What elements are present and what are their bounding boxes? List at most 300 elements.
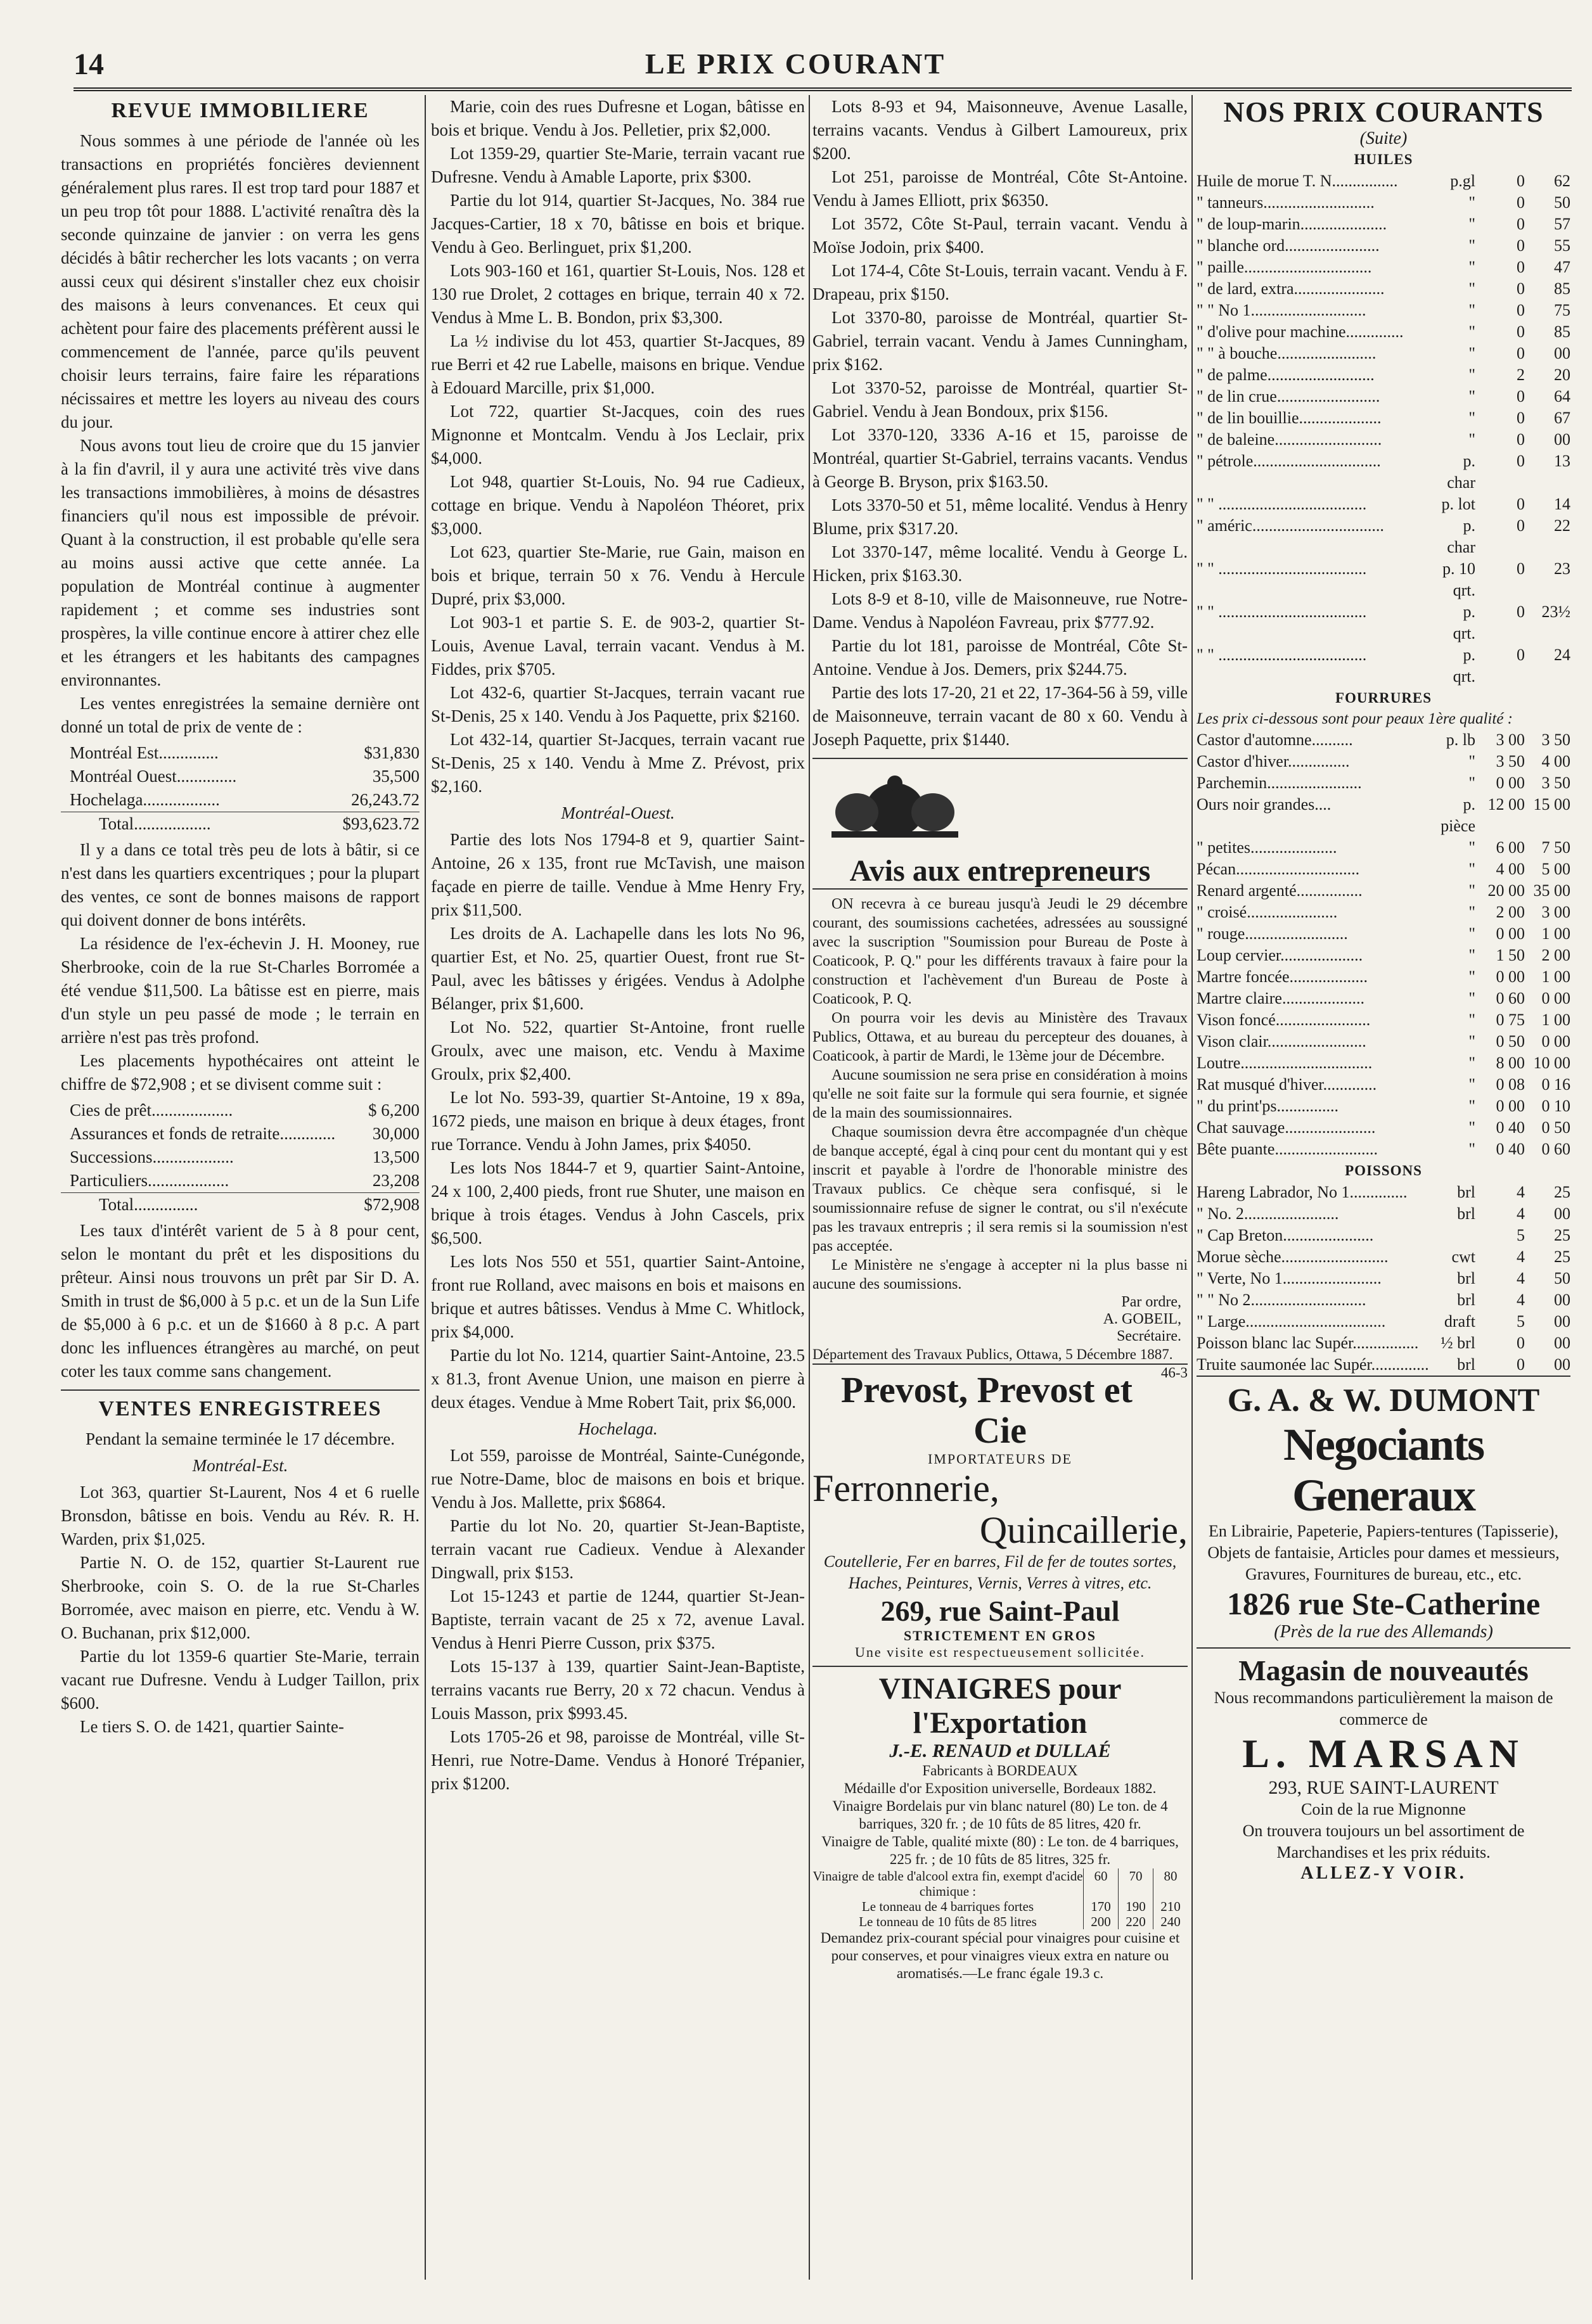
price-unit: cwt xyxy=(1451,1248,1475,1266)
vinaigres-ad xyxy=(812,1666,1188,1988)
marsan-name: L. MARSAN xyxy=(1242,1731,1525,1776)
price-name: " de loup-marin..................... xyxy=(1197,215,1387,233)
sale-item: Lots 3370-50 et 51, même localité. Vendus à Henry Blume, prix $317.20. xyxy=(812,495,1188,538)
prevost-subtitle: IMPORTATEURS DE xyxy=(928,1451,1072,1467)
price-unit xyxy=(1440,1225,1479,1246)
price-a: 0 xyxy=(1517,193,1525,212)
price-row xyxy=(1197,192,1570,214)
price-row xyxy=(1197,515,1570,558)
prevost-strict: STRICTEMENT EN GROS xyxy=(903,1628,1097,1644)
price-a: 0 50 xyxy=(1496,1032,1525,1050)
prevost-description: Coutellerie, Fer en barres, Fil de fer de toutes sortes, Haches, Peintures, Vernis, Verres à vitres, etc. xyxy=(823,1552,1177,1592)
price-row xyxy=(1197,558,1570,601)
vinaigres-row: Le tonneau de 10 fûts de 85 litres 200 220 240 xyxy=(812,1914,1188,1929)
vinaigres-line: Fabricants à BORDEAUX xyxy=(922,1763,1078,1778)
price-a: 0 xyxy=(1517,603,1525,621)
price-row xyxy=(1197,880,1570,902)
table-row: Successions................... 13,500 xyxy=(70,1147,420,1166)
price-b: 1 00 xyxy=(1541,1011,1570,1029)
subhead-montreal-est: Montréal-Est. xyxy=(192,1456,288,1475)
notice-paragraph: On pourra voir les devis au Ministère des Travaux Publics, Ottawa, et au bureau du percepteur des douanes, à Coaticook, à partir de Mardi, le 13ème jour de Décembre. xyxy=(812,1010,1188,1064)
table-row: Particuliers................... 23,208 xyxy=(70,1171,420,1190)
price-row xyxy=(1197,321,1570,343)
sale-item: Lot No. 522, quartier St-Antoine, front ruelle Groulx, avec une maison, etc. Vendu à Maxime Groulx, prix $2,400. xyxy=(431,1018,805,1083)
price-row xyxy=(1197,1074,1570,1095)
price-unit: " xyxy=(1468,1118,1475,1137)
price-row xyxy=(1197,364,1570,386)
dumont-headline: Negociants Generaux xyxy=(1283,1419,1484,1521)
price-unit: brl xyxy=(1457,1291,1475,1309)
dumont-near: (Près de la rue des Allemands) xyxy=(1274,1622,1493,1642)
vinaigres-line: Médaille d'or Exposition universelle, Bordeaux 1882. xyxy=(844,1780,1157,1796)
price-a: 4 00 xyxy=(1496,860,1525,878)
price-a: 20 00 xyxy=(1487,881,1525,900)
table-row: Hochelaga.................. 26,243.72 xyxy=(70,790,420,809)
price-unit: p. char xyxy=(1447,516,1475,556)
prevost-name: Prevost, Prevost et Cie xyxy=(840,1369,1133,1451)
sale-item: Lot 623, quartier Ste-Marie, rue Gain, maison en bois et brique, terrain 50 x 76. Vendu à Hercule Dupré, prix $3,000. xyxy=(431,542,805,608)
column-divider xyxy=(1191,95,1193,2280)
price-name: Pécan.............................. xyxy=(1197,860,1360,878)
price-unit: brl xyxy=(1457,1355,1475,1374)
price-name: Chat sauvage...................... xyxy=(1197,1118,1376,1137)
price-name: Morue sèche.......................... xyxy=(1197,1248,1389,1266)
price-row xyxy=(1197,343,1570,364)
price-row xyxy=(1197,386,1570,407)
price-row xyxy=(1197,729,1570,751)
marsan-address: 293, RUE SAINT-LAURENT xyxy=(1268,1777,1499,1798)
price-name: " de baleine.......................... xyxy=(1197,430,1382,449)
page-header xyxy=(13,13,1578,82)
notice-paragraph: ON recevra à ce bureau jusqu'à Jeudi le 29 décembre courant, des soumissions cachetées, adressées au soussigné avec la suscription "Soumission pour Bureau de Poste à Coaticook, P. Q." pour les différents travaux à faire pour la construction et l'achèvement d'un Bureau de Poste à Coaticook, P. Q. xyxy=(812,896,1188,1007)
subhead-montreal-ouest: Montréal-Ouest. xyxy=(561,803,675,822)
price-b: 20 xyxy=(1554,366,1570,384)
price-unit: " xyxy=(1468,366,1475,384)
price-unit: " xyxy=(1468,387,1475,405)
notice-paragraph: Chaque soumission devra être accompagnée d'un chèque de banque accepté, égal à cinq pour cent du montant qui y est inscrit et payable à l'ordre de l'honorable ministre des Travaux publics. Ce chèque sera confisqué, si le soumissionnaire refuse de signer le contrat, ou s'il n'exécute pas les travaux entrepris ; il sera remis si la soumission n'est pas acceptée. xyxy=(812,1124,1188,1255)
marsan-corner: Coin de la rue Mignonne xyxy=(1301,1800,1466,1818)
price-unit: " xyxy=(1468,258,1475,276)
price-row xyxy=(1197,1182,1570,1203)
price-a: 3 00 xyxy=(1496,731,1525,749)
price-name: " améric................................ xyxy=(1197,516,1384,535)
sale-item: Lot 3370-147, même localité. Vendu à George L. Hicken, prix $163.30. xyxy=(812,542,1188,585)
price-name: Vison foncé....................... xyxy=(1197,1011,1371,1029)
price-unit: " xyxy=(1468,322,1475,341)
price-b: 00 xyxy=(1554,430,1570,449)
price-b: 24 xyxy=(1554,646,1570,664)
vinaigres-title: VINAIGRES pour l'Exportation xyxy=(878,1672,1122,1740)
price-row xyxy=(1197,1246,1570,1268)
price-b: 00 xyxy=(1554,1312,1570,1331)
price-b: 00 xyxy=(1554,344,1570,362)
price-name: " du print'ps............... xyxy=(1197,1097,1339,1115)
price-unit: " xyxy=(1468,430,1475,449)
table-row: Montréal Ouest.............. 35,500 xyxy=(70,767,420,786)
article-paragraph: Nous avons tout lieu de croire que du 15 janvier à la fin d'avril, il y aura une activité très vive dans les transactions immobilières, à moins de désastres financiers qu'il nous est impossible de prévoir. Quant à la construction, il est probable qu'elle sera au moins aussi active que cette année. La population de Montréal continue à augmenter rapidement ; et comme ses industries sont prospères, la ville continue encore à attirer chez elle et les étrangers et les habitants des campagnes environnantes. xyxy=(61,436,420,689)
price-row xyxy=(1197,772,1570,794)
price-b: 50 xyxy=(1554,193,1570,212)
price-name: " tanneurs........................... xyxy=(1197,193,1375,212)
column-2 xyxy=(431,95,805,2280)
price-unit: " xyxy=(1468,236,1475,255)
article-paragraph: Les taux d'intérêt varient de 5 à 8 pour cent, selon le montant du prêt et les dispositions du prêteur. Ainsi nous trouvons un prêt par Sir D. A. Smith in trust de $6,000 à 5 p.c. et un de la Sun Life de $5,000 à 6 p.c. et un de $1660 à 8 p.c. A part donc les influences étrangères au marché, on peut coter les taux comme sans changement. xyxy=(61,1221,420,1381)
price-unit: p. qrt. xyxy=(1453,603,1475,642)
price-name: " rouge......................... xyxy=(1197,924,1348,943)
price-b: 75 xyxy=(1554,301,1570,319)
price-unit: p. qrt. xyxy=(1453,646,1475,686)
sale-item: Partie des lots Nos 1794-8 et 9, quartier Saint-Antoine, 26 x 135, front rue McTavish, une maison façade en pierre de taille. Vendue à Mme Henry Fry, prix $11,500. xyxy=(431,830,805,919)
sale-item: Partie du lot No. 1214, quartier Saint-Antoine, 23.5 x 81.3, front Avenue Union, une maison en pierre à deux étages. Vendue à Mme Robert Tait, prix $6,000. xyxy=(431,1346,805,1412)
price-row xyxy=(1197,278,1570,300)
sale-item: Lot 1359-29, quartier Ste-Marie, terrain vacant rue Dufresne. Vendu à Amable Laporte, prix $300. xyxy=(431,144,805,186)
price-name: " de palme.......................... xyxy=(1197,366,1375,384)
price-name: Ours noir grandes.... xyxy=(1197,795,1332,814)
sale-item: Partie du lot No. 20, quartier St-Jean-Baptiste, terrain vacant rue Cadieux. Vendue à Alexander Dingwall, prix $153. xyxy=(431,1516,805,1582)
price-name: Martre claire.................... xyxy=(1197,989,1364,1007)
marsan-description: On trouvera toujours un bel assortiment de Marchandises et les prix réduits. xyxy=(1242,1822,1525,1861)
price-b: 22 xyxy=(1554,516,1570,535)
notice-department: Département des Travaux Publics, Ottawa, 5 Décembre 1887. 46-3 xyxy=(812,1346,1188,1381)
price-a: 0 00 xyxy=(1496,924,1525,943)
price-unit: brl xyxy=(1457,1204,1475,1223)
vinaigres-line: Vinaigre de Table, qualité mixte (80) : Le ton. de 4 barriques, 225 fr. ; de 10 fûts de 85 litres, 325 fr. xyxy=(821,1834,1179,1867)
section-poissons: POISSONS xyxy=(1345,1163,1422,1178)
price-unit: " xyxy=(1468,1075,1475,1094)
sale-item: Partie du lot 1359-6 quartier Ste-Marie, terrain vacant rue Dufresne. Vendu à Ludger Taillon, prix $600. xyxy=(61,1647,420,1713)
price-b: 1 00 xyxy=(1541,924,1570,943)
price-row xyxy=(1197,1311,1570,1332)
price-unit: " xyxy=(1468,301,1475,319)
price-name: " " .................................... xyxy=(1197,495,1367,513)
price-row xyxy=(1197,214,1570,235)
sale-item: Lot 722, quartier St-Jacques, coin des rues Mignonne et Montcalm. Vendu à Jos Leclair, prix $4,000. xyxy=(431,402,805,468)
price-b: 25 xyxy=(1554,1183,1570,1201)
price-a: 6 00 xyxy=(1496,838,1525,857)
sale-item: Partie N. O. de 152, quartier St-Laurent rue Sherbrooke, coin S. O. de la rue St-Charles Borromée, avec maison en pierre, etc. Vendu à W. O. Buchanan, prix $12,000. xyxy=(61,1553,420,1642)
price-name: " Cap Breton...................... xyxy=(1197,1226,1374,1244)
price-unit: " xyxy=(1468,967,1475,986)
avis-notice xyxy=(812,853,1188,1381)
price-name: Huile de morue T. N................ xyxy=(1197,172,1398,190)
mortgage-table xyxy=(61,1099,420,1216)
price-name: " " .................................... xyxy=(1197,646,1367,664)
sale-item: Lot 432-6, quartier St-Jacques, terrain vacant rue St-Denis, 25 x 140. Vendu à Jos Paquette, prix $2160. xyxy=(431,683,805,725)
sale-item: Lots 8-93 et 94, Maisonneuve, Avenue Lasalle, terrains vacants. Vendus à Gilbert Lamoureux, prix $200. xyxy=(812,97,1188,163)
price-unit: " xyxy=(1468,1011,1475,1029)
price-a: 0 xyxy=(1517,430,1525,449)
price-b: 14 xyxy=(1554,495,1570,513)
price-b: 47 xyxy=(1554,258,1570,276)
price-name: " petites..................... xyxy=(1197,838,1337,857)
vinaigres-footer: Demandez prix-courant spécial pour vinaigres pour cuisine et pour conserves, et pour vinaigres vieux extra en nature ou aromatisés.—Le franc égale 19.3 c. xyxy=(820,1930,1180,1981)
price-row xyxy=(1197,794,1570,837)
price-unit: brl xyxy=(1457,1183,1475,1201)
price-a: 0 xyxy=(1517,646,1525,664)
prevost-line-1: Ferronnerie, xyxy=(812,1467,999,1509)
price-b: 57 xyxy=(1554,215,1570,233)
price-unit: " xyxy=(1468,344,1475,362)
price-row xyxy=(1197,859,1570,880)
price-unit: " xyxy=(1468,279,1475,298)
price-row xyxy=(1197,1052,1570,1074)
price-unit: p. lot xyxy=(1441,495,1475,513)
price-a: 0 xyxy=(1517,279,1525,298)
price-row xyxy=(1197,966,1570,988)
price-a: 0 00 xyxy=(1496,967,1525,986)
price-a: 0 xyxy=(1517,301,1525,319)
notice-order: Par ordre, xyxy=(1121,1294,1181,1310)
price-unit: " xyxy=(1468,774,1475,792)
column-divider xyxy=(809,95,810,2280)
price-b: 50 xyxy=(1554,1269,1570,1287)
price-b: 55 xyxy=(1554,236,1570,255)
price-unit: p. 10 qrt. xyxy=(1442,559,1475,599)
price-name: " " .................................... xyxy=(1197,559,1367,578)
price-row xyxy=(1197,988,1570,1009)
price-a: 0 08 xyxy=(1496,1075,1525,1094)
price-a: 4 xyxy=(1517,1183,1525,1201)
prix-courants-suite: (Suite) xyxy=(1359,129,1408,148)
price-b: 0 10 xyxy=(1541,1097,1570,1115)
price-name: " de lard, extra...................... xyxy=(1197,279,1385,298)
price-unit: p. pièce xyxy=(1441,795,1475,835)
price-row xyxy=(1197,751,1570,772)
price-name: " croisé...................... xyxy=(1197,903,1338,921)
vinaigres-row: Le tonneau de 4 barriques fortes 170 190 210 xyxy=(812,1899,1188,1914)
price-name: Poisson blanc lac Supér................ xyxy=(1197,1334,1419,1352)
price-name: " " .................................... xyxy=(1197,603,1367,621)
sales-table xyxy=(61,741,420,836)
price-unit: " xyxy=(1468,409,1475,427)
price-name: " de lin crue......................... xyxy=(1197,387,1380,405)
price-b: 0 50 xyxy=(1541,1118,1570,1137)
article-paragraph: Les placements hypothécaires ont atteint le chiffre de $72,908 ; et se divisent comme suit : xyxy=(61,1051,420,1094)
price-a: 4 xyxy=(1517,1269,1525,1287)
section-fourrures: FOURRURES xyxy=(1335,690,1432,706)
price-b: 5 00 xyxy=(1541,860,1570,878)
price-unit: " xyxy=(1468,752,1475,770)
price-unit: draft xyxy=(1444,1312,1475,1331)
column-1 xyxy=(61,95,420,2280)
price-a: 0 xyxy=(1517,559,1525,578)
sale-item: Les lots Nos 1844-7 et 9, quartier Saint-Antoine, 24 x 100, 2,400 pieds, front rue Shuter, une maison en brique à trois étages. Vendus à John Cascels, prix $6,500. xyxy=(431,1158,805,1248)
price-a: 0 xyxy=(1517,409,1525,427)
price-a: 0 40 xyxy=(1496,1140,1525,1158)
price-b: 25 xyxy=(1554,1248,1570,1266)
price-row xyxy=(1197,923,1570,945)
prevost-ad xyxy=(812,1363,1188,1666)
ventes-title: VENTES ENREGISTREES xyxy=(98,1397,382,1421)
sale-item: Lot 251, paroisse de Montréal, Côte St-Antoine. Vendu à James Elliott, prix $6350. xyxy=(812,167,1188,210)
price-a: 0 xyxy=(1517,1334,1525,1352)
price-name: Castor d'hiver............... xyxy=(1197,752,1350,770)
price-name: Rat musqué d'hiver............. xyxy=(1197,1075,1377,1094)
sale-item: Partie des lots 17-20, 21 et 22, 17-364-56 à 59, ville de Maisonneuve, terrain vacant de 80 x 60. Vendu à Joseph Paquette, prix $1440. xyxy=(812,683,1188,749)
price-b: 23 xyxy=(1554,559,1570,578)
price-a: 0 xyxy=(1517,344,1525,362)
price-name: Bête puante......................... xyxy=(1197,1140,1378,1158)
price-b: 23½ xyxy=(1541,603,1570,621)
sale-item: Lot 903-1 et partie S. E. de 903-2, quartier St-Louis, Avenue Laval, terrain vacant. Vendus à M. Fiddes, prix $705. xyxy=(431,613,805,679)
price-unit: " xyxy=(1468,860,1475,878)
prevost-address: 269, rue Saint-Paul xyxy=(880,1595,1120,1627)
price-a: 5 xyxy=(1517,1312,1525,1331)
price-unit: " xyxy=(1468,1054,1475,1072)
price-unit: " xyxy=(1468,193,1475,212)
prevost-visit: Une visite est respectueusement sollicitée. xyxy=(854,1644,1146,1660)
price-unit: " xyxy=(1468,1097,1475,1115)
price-b: 00 xyxy=(1554,1291,1570,1309)
price-row xyxy=(1197,1225,1570,1246)
sale-item: Partie du lot 181, paroisse de Montréal, Côte St-Antoine. Vendue à Jos. Demers, prix $244.75. xyxy=(812,636,1188,679)
price-row xyxy=(1197,257,1570,278)
sale-item: Lot 363, quartier St-Laurent, Nos 4 et 6 ruelle Bronsdon, bâtisse en bois. Vendu au Rév. R. H. Warden, prix $1,025. xyxy=(61,1483,420,1548)
price-row xyxy=(1197,429,1570,450)
price-b: 2 00 xyxy=(1541,946,1570,964)
huiles-list xyxy=(1197,170,1570,687)
header-rule xyxy=(74,87,1572,91)
price-name: " d'olive pour machine.............. xyxy=(1197,322,1404,341)
notice-paragraph: Le Ministère ne s'engage à accepter ni la plus basse ni aucune des soumissions. xyxy=(812,1257,1188,1293)
section-huiles: HUILES xyxy=(1354,151,1413,167)
price-unit: " xyxy=(1468,924,1475,943)
sale-item: Lots 903-160 et 161, quartier St-Louis, Nos. 128 et 130 rue Drolet, 2 cottages en brique, terrain 40 x 72. Vendus à Mme L. B. Bondon, prix $3,300. xyxy=(431,261,805,327)
price-b: 0 00 xyxy=(1541,989,1570,1007)
sale-item: Lots 1705-26 et 98, paroisse de Montréal, ville St-Henri, rue Notre-Dame. Vendus à Honoré Trépanier, prix $1200. xyxy=(431,1727,805,1793)
price-b: 0 00 xyxy=(1541,1032,1570,1050)
price-row xyxy=(1197,1332,1570,1354)
price-a: 12 00 xyxy=(1487,795,1525,814)
price-a: 0 75 xyxy=(1496,1011,1525,1029)
price-b: 10 00 xyxy=(1533,1054,1570,1072)
price-unit: " xyxy=(1468,989,1475,1007)
avis-title: Avis aux entrepreneurs xyxy=(812,853,1188,890)
price-b: 85 xyxy=(1554,279,1570,298)
sale-item: Lot 3572, Côte St-Paul, terrain vacant. Vendu à Moïse Jodoin, prix $400. xyxy=(812,214,1188,257)
sale-item: Lot 3370-120, 3336 A-16 et 15, paroisse de Montréal, quartier St-Gabriel, terrains vacants. Vendus à George B. Bryson, prix $163.50. xyxy=(812,425,1188,491)
notice-paragraph: Aucune soumission ne sera prise en considération à moins qu'elle ne soit faite sur la formule qui sera fournie, et signée de la main des soumissionnaires. xyxy=(812,1067,1188,1121)
price-row xyxy=(1197,837,1570,859)
price-b: 25 xyxy=(1554,1226,1570,1244)
price-b: 3 50 xyxy=(1541,774,1570,792)
sale-item: Lot 3370-80, paroisse de Montréal, quartier St-Gabriel, terrain vacant. Vendu à James Cunningham, prix $162. xyxy=(812,308,1188,374)
column-4 xyxy=(1197,95,1570,2280)
price-unit: ½ brl xyxy=(1441,1334,1475,1352)
price-b: 4 00 xyxy=(1541,752,1570,770)
price-name: " " à bouche........................ xyxy=(1197,344,1377,362)
price-name: Truite saumonée lac Supér.............. xyxy=(1197,1355,1429,1374)
price-name: Vison clair........................ xyxy=(1197,1032,1366,1050)
dumont-address: 1826 rue Ste-Catherine xyxy=(1226,1586,1541,1621)
fourrures-list xyxy=(1197,729,1570,1160)
price-name: " paille............................... xyxy=(1197,258,1372,276)
price-name: " pétrole............................... xyxy=(1197,452,1381,470)
vinaigres-row: Vinaigre de table d'alcool extra fin, exempt d'acide chimique : 60 70 80 xyxy=(812,1868,1188,1899)
price-b: 35 00 xyxy=(1533,881,1570,900)
subhead-hochelaga: Hochelaga. xyxy=(578,1419,658,1438)
price-row xyxy=(1197,644,1570,687)
price-name: " de lin bouillie.................... xyxy=(1197,409,1382,427)
price-name: Martre foncée................... xyxy=(1197,967,1368,986)
price-name: " " No 1............................ xyxy=(1197,301,1366,319)
price-a: 0 40 xyxy=(1496,1118,1525,1137)
sale-item: Lot 559, paroisse de Montréal, Sainte-Cunégonde, rue Notre-Dame, bloc de maisons en bois et brique. Vendu à Jos. Mallette, prix $6864. xyxy=(431,1446,805,1512)
price-row xyxy=(1197,1268,1570,1289)
price-b: 0 60 xyxy=(1541,1140,1570,1158)
prevost-line-2: Quincaillerie, xyxy=(979,1509,1188,1551)
price-unit: " xyxy=(1468,215,1475,233)
price-a: 8 00 xyxy=(1496,1054,1525,1072)
price-b: 67 xyxy=(1554,409,1570,427)
price-a: 3 50 xyxy=(1496,752,1525,770)
price-a: 0 xyxy=(1517,452,1525,470)
price-row xyxy=(1197,170,1570,192)
price-name: " " No 2............................ xyxy=(1197,1291,1366,1309)
sale-item: Lot 432-14, quartier St-Jacques, terrain vacant rue St-Denis, 25 x 140. Vendu à Mme Z. Prévost, prix $2,160. xyxy=(431,730,805,796)
price-row xyxy=(1197,1354,1570,1376)
price-row xyxy=(1197,494,1570,515)
price-b: 00 xyxy=(1554,1355,1570,1374)
price-b: 1 00 xyxy=(1541,967,1570,986)
notice-signer: A. GOBEIL, xyxy=(1103,1311,1181,1327)
article-paragraph: Il y a dans ce total très peu de lots à bâtir, si ce n'est dans les quartiers excentriques ; pour la plupart des ventes, ce sont de bonnes maisons de rapport qui doivent donner de bons intérêts. xyxy=(61,840,420,929)
article-paragraph: Nous sommes à une période de l'année où les transactions en propriétés foncières deviennent généralement plus rares. Il est trop tard pour 1887 et un peu trop tôt pour 1888. L'activité renaîtra dès la seconde quinzaine de janvier : on verra les gens décidés à bâtir rechercher les lots vacants ; on verra aussi ceux qui désirent s'installer chez eux choisir des maisons à leurs convenances. Et ceux qui achètent pour faire des placements préfèrent aussi le commencement de l'année, parce qu'ils peuvent choisir leurs terrains, faire faire les réparations nécissaires et mettre les loyers au niveau des cours du jour. xyxy=(61,131,420,431)
price-row xyxy=(1197,1139,1570,1160)
price-row xyxy=(1197,450,1570,494)
column-3 xyxy=(812,95,1188,2280)
price-row xyxy=(1197,1117,1570,1139)
price-a: 2 00 xyxy=(1496,903,1525,921)
price-b: 13 xyxy=(1554,452,1570,470)
coat-of-arms-emblem xyxy=(812,773,977,843)
price-b: 00 xyxy=(1554,1334,1570,1352)
table-row: Montréal Est.............. $31,830 xyxy=(70,743,420,762)
price-name: " Large.................................. xyxy=(1197,1312,1386,1331)
price-a: 0 xyxy=(1517,236,1525,255)
price-a: 0 xyxy=(1517,495,1525,513)
price-b: 3 00 xyxy=(1541,903,1570,921)
price-row xyxy=(1197,235,1570,257)
vinaigres-company: J.-E. RENAUD et DULLAÉ xyxy=(889,1740,1111,1761)
price-name: Castor d'automne.......... xyxy=(1197,731,1353,749)
price-a: 0 00 xyxy=(1496,1097,1525,1115)
journal-title: LE PRIX COURANT xyxy=(645,48,946,80)
sale-item: Partie du lot 914, quartier St-Jacques, No. 384 rue Jacques-Cartier, 18 x 70, bâtisse en bois et brique. Vendu à Geo. Berlinguet, prix $1,200. xyxy=(431,191,805,257)
price-a: 0 60 xyxy=(1496,989,1525,1007)
dumont-name: G. A. & W. DUMONT xyxy=(1227,1382,1540,1419)
price-b: 85 xyxy=(1554,322,1570,341)
table-row: Cies de prêt................... $ 6,200 xyxy=(70,1101,420,1120)
notice-code: 46-3 xyxy=(1160,1365,1188,1381)
article-paragraph: La résidence de l'ex-échevin J. H. Mooney, rue Sherbrooke, coin de la rue St-Charles Borromée a été vendue $11,500. La bâtisse est en pierre, mais d'un style un peu passé de mode ; le terrain en arrière n'est pas très profond. xyxy=(61,934,420,1047)
price-unit: brl xyxy=(1457,1269,1475,1287)
price-unit: " xyxy=(1468,1140,1475,1158)
price-a: 4 xyxy=(1517,1291,1525,1309)
dumont-ad xyxy=(1197,1376,1570,1647)
price-b: 62 xyxy=(1554,172,1570,190)
price-row xyxy=(1197,1203,1570,1225)
price-name: " Verte, No 1........................ xyxy=(1197,1269,1382,1287)
price-a: 0 xyxy=(1517,516,1525,535)
price-a: 0 xyxy=(1517,322,1525,341)
sale-item: Lot 948, quartier St-Louis, No. 94 rue Cadieux, cottage en brique. Vendu à Napoléon Théoret, prix $3,000. xyxy=(431,472,805,538)
divider xyxy=(812,758,1188,759)
price-row xyxy=(1197,1031,1570,1052)
price-unit: p.gl xyxy=(1450,172,1475,190)
price-name: Hareng Labrador, No 1.............. xyxy=(1197,1183,1408,1201)
column-divider xyxy=(425,95,426,2280)
